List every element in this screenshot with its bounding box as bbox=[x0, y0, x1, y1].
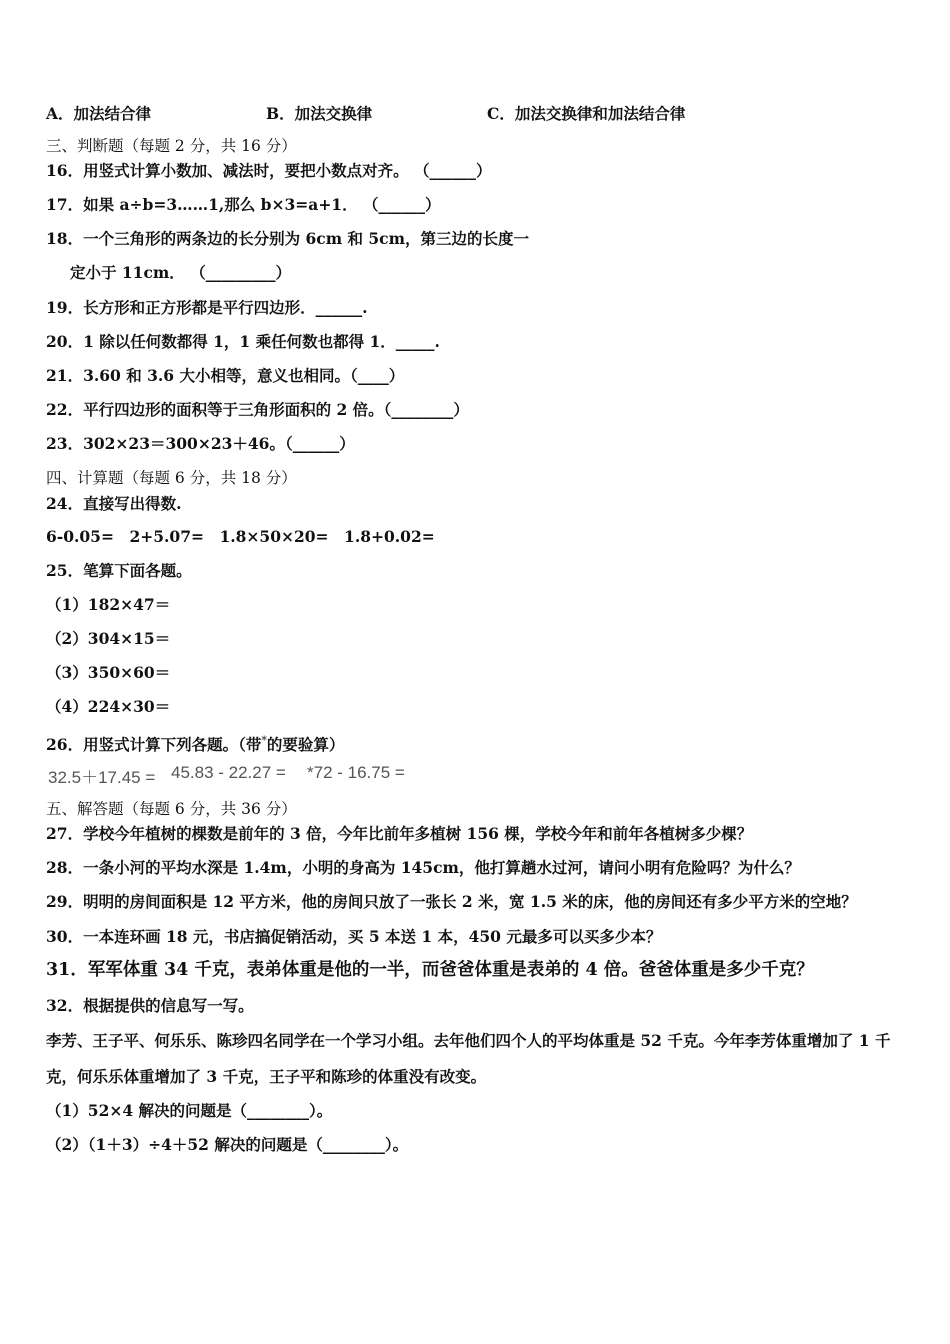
star-mark: * bbox=[261, 734, 267, 747]
question-24-items: 6-0.05= 2+5.07= 1.8×50×20= 1.8+0.02= bbox=[46, 527, 435, 546]
section-4-heading: 四、计算题（每题 6 分，共 18 分） bbox=[46, 469, 297, 487]
question-21: 21．3.60 和 3.6 大小相等，意义也相同。（____） bbox=[46, 366, 405, 385]
question-26-calc-3: *72 - 16.75 = bbox=[307, 763, 405, 782]
question-25-1: （1）182×47＝ bbox=[46, 595, 171, 614]
question-26-tail: 的要验算） bbox=[266, 735, 345, 755]
question-27: 27．学校今年植树的棵数是前年的 3 倍，今年比前年多植树 156 棵，学校今年和前年各植树多少棵？ bbox=[46, 824, 753, 843]
question-25-3: （3）350×60＝ bbox=[46, 663, 171, 682]
question-24: 24．直接写出得数. bbox=[46, 494, 182, 513]
question-25-2: （2）304×15＝ bbox=[46, 629, 171, 648]
question-31: 31．军军体重 34 千克，表弟体重是他的一半，而爸爸体重是表弟的 4 倍。爸爸体重是多少千克？ bbox=[46, 960, 814, 980]
section-5-heading: 五、解答题（每题 6 分，共 36 分） bbox=[46, 800, 297, 818]
question-28: 28．一条小河的平均水深是 1.4m，小明的身高为 145cm，他打算趟水过河，请问小明有危险吗？为什么？ bbox=[46, 858, 800, 877]
option-c: C．加法交换律和加法结合律 bbox=[487, 104, 686, 123]
question-32-text-line-1: 李芳、王子平、何乐乐、陈珍四名同学在一个学习小组。去年他们四个人的平均体重是 52 千克。今年李芳体重增加了 1 千 bbox=[46, 1031, 891, 1050]
question-20: 20．1 除以任何数都得 1，1 乘任何数也都得 1．_____. bbox=[46, 332, 440, 351]
question-16: 16．用竖式计算小数加、减法时，要把小数点对齐。 （______） bbox=[46, 161, 492, 180]
question-29: 29．明明的房间面积是 12 平方米，他的房间只放了一张长 2 米，宽 1.5 米的床，他的房间还有多少平方米的空地？ bbox=[46, 892, 857, 911]
question-25: 25．笔算下面各题。 bbox=[46, 561, 192, 580]
question-17: 17．如果 a÷b=3……1,那么 b×3=a+1． （______） bbox=[46, 195, 441, 214]
question-25-4: （4）224×30＝ bbox=[46, 697, 171, 716]
question-26-calc-1: 32.5＋17.45 = bbox=[48, 768, 156, 787]
question-32: 32．根据提供的信息写一写。 bbox=[46, 996, 254, 1015]
section-3-heading: 三、判断题（每题 2 分，共 16 分） bbox=[46, 137, 297, 155]
question-26-text: 26．用竖式计算下列各题。（带 bbox=[46, 735, 262, 755]
question-32-1: （1）52×4 解决的问题是（________）。 bbox=[46, 1101, 333, 1120]
question-30: 30．一本连环画 18 元，书店搞促销活动，买 5 本送 1 本，450 元最多可以买多少本？ bbox=[46, 927, 662, 946]
option-b: B．加法交换律 bbox=[266, 104, 373, 123]
question-32-2: （2）（1＋3）÷4＋52 解决的问题是（________）。 bbox=[46, 1135, 409, 1154]
question-18-line-2: 定小于 11cm． （_________） bbox=[70, 263, 291, 282]
question-22: 22．平行四边形的面积等于三角形面积的 2 倍。（________） bbox=[46, 400, 469, 419]
question-26-calc-2: 45.83 - 22.27 = bbox=[171, 763, 286, 782]
question-32-text-line-2: 克，何乐乐体重增加了 3 千克，王子平和陈珍的体重没有改变。 bbox=[46, 1067, 487, 1086]
question-26 bbox=[46, 731, 344, 755]
question-23: 23．302×23＝300×23＋46。（______） bbox=[46, 434, 355, 453]
option-a: A．加法结合律 bbox=[46, 104, 152, 123]
question-19: 19．长方形和正方形都是平行四边形．______. bbox=[46, 298, 368, 317]
question-18-line-1: 18．一个三角形的两条边的长分别为 6cm 和 5cm，第三边的长度一 bbox=[46, 229, 530, 248]
